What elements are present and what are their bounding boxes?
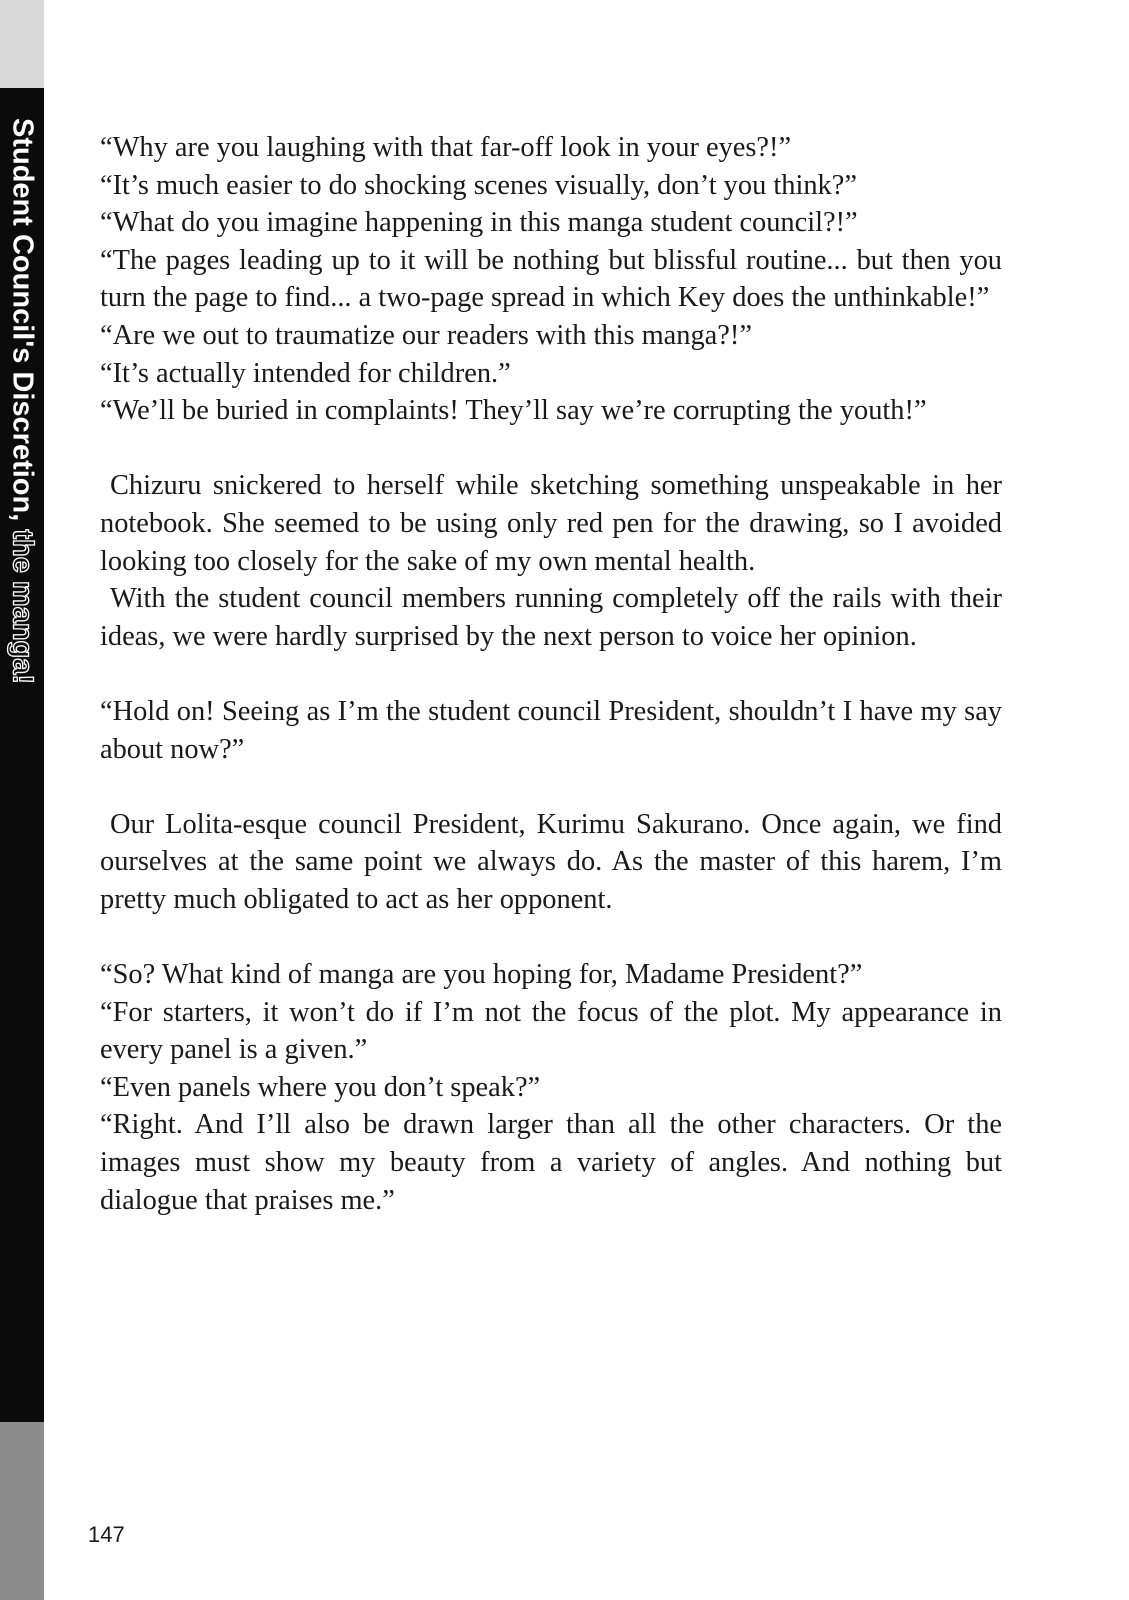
- paragraph: Chizuru snickered to herself while sketching something unspeakable in her notebook. She seemed to be using only red pen for the drawing, so I avoided looking too closely for the sake of my own mental health.: [100, 470, 1002, 577]
- paragraph: “Even panels where you don’t speak?”: [100, 1071, 541, 1103]
- paragraph: “It’s actually intended for children.”: [100, 357, 511, 389]
- paragraph: “Why are you laughing with that far-off look in your eyes?!”: [100, 132, 792, 163]
- book-title: [0, 118, 44, 858]
- paragraph: “The pages leading up to it will be nothing but blissful routine... but then you turn the page to find... a two-page spread in which Key does the unthinkable!”: [100, 244, 1002, 314]
- paragraph: “So? What kind of manga are you hoping for, Madame President?”: [100, 959, 863, 991]
- paragraph: Our Lolita-esque council President, Kurimu Sakurano. Once again, we find ourselves at the same point we always do. As the master of this harem, I’m pretty much obligated to act as her opponent.: [100, 808, 1002, 915]
- paragraph: “We’ll be buried in complaints! They’ll say we’re corrupting the youth!”: [100, 395, 927, 427]
- paragraph: “For starters, it won’t do if I’m not the focus of the plot. My appearance in every panel is a given.”: [100, 996, 1002, 1066]
- paragraph: “Right. And I’ll also be drawn larger than all the other characters. Or the images must show my beauty from a variety of angles. And nothing but dialogue that praises me.”: [100, 1109, 1002, 1216]
- paragraph-gap: [100, 768, 1002, 806]
- book-title-main: Student Council's Discretion,: [6, 118, 39, 522]
- paragraph: “It’s much easier to do shocking scenes visually, don’t you think?”: [100, 169, 857, 201]
- side-strip: [0, 0, 44, 1600]
- page-number: 147: [88, 1522, 125, 1547]
- book-title-text: [8, 118, 37, 684]
- paragraph-gap: [100, 655, 1002, 693]
- book-title-accent: the manga!: [6, 529, 39, 685]
- paragraph-gap: [100, 918, 1002, 956]
- page-body-text: [100, 129, 1002, 1219]
- paragraph: “What do you imagine happening in this manga student council?!”: [100, 207, 858, 239]
- side-strip-top: [0, 0, 44, 88]
- paragraph-gap: [100, 430, 1002, 468]
- side-strip-bottom: [0, 1422, 44, 1600]
- paragraph: “Hold on! Seeing as I’m the student council President, shouldn’t I have my say about now?”: [100, 695, 1002, 765]
- paragraph: With the student council members running completely off the rails with their ideas, we were hardly surprised by the next person to voice her opinion.: [100, 583, 1002, 652]
- paragraph: “Are we out to traumatize our readers with this manga?!”: [100, 319, 752, 351]
